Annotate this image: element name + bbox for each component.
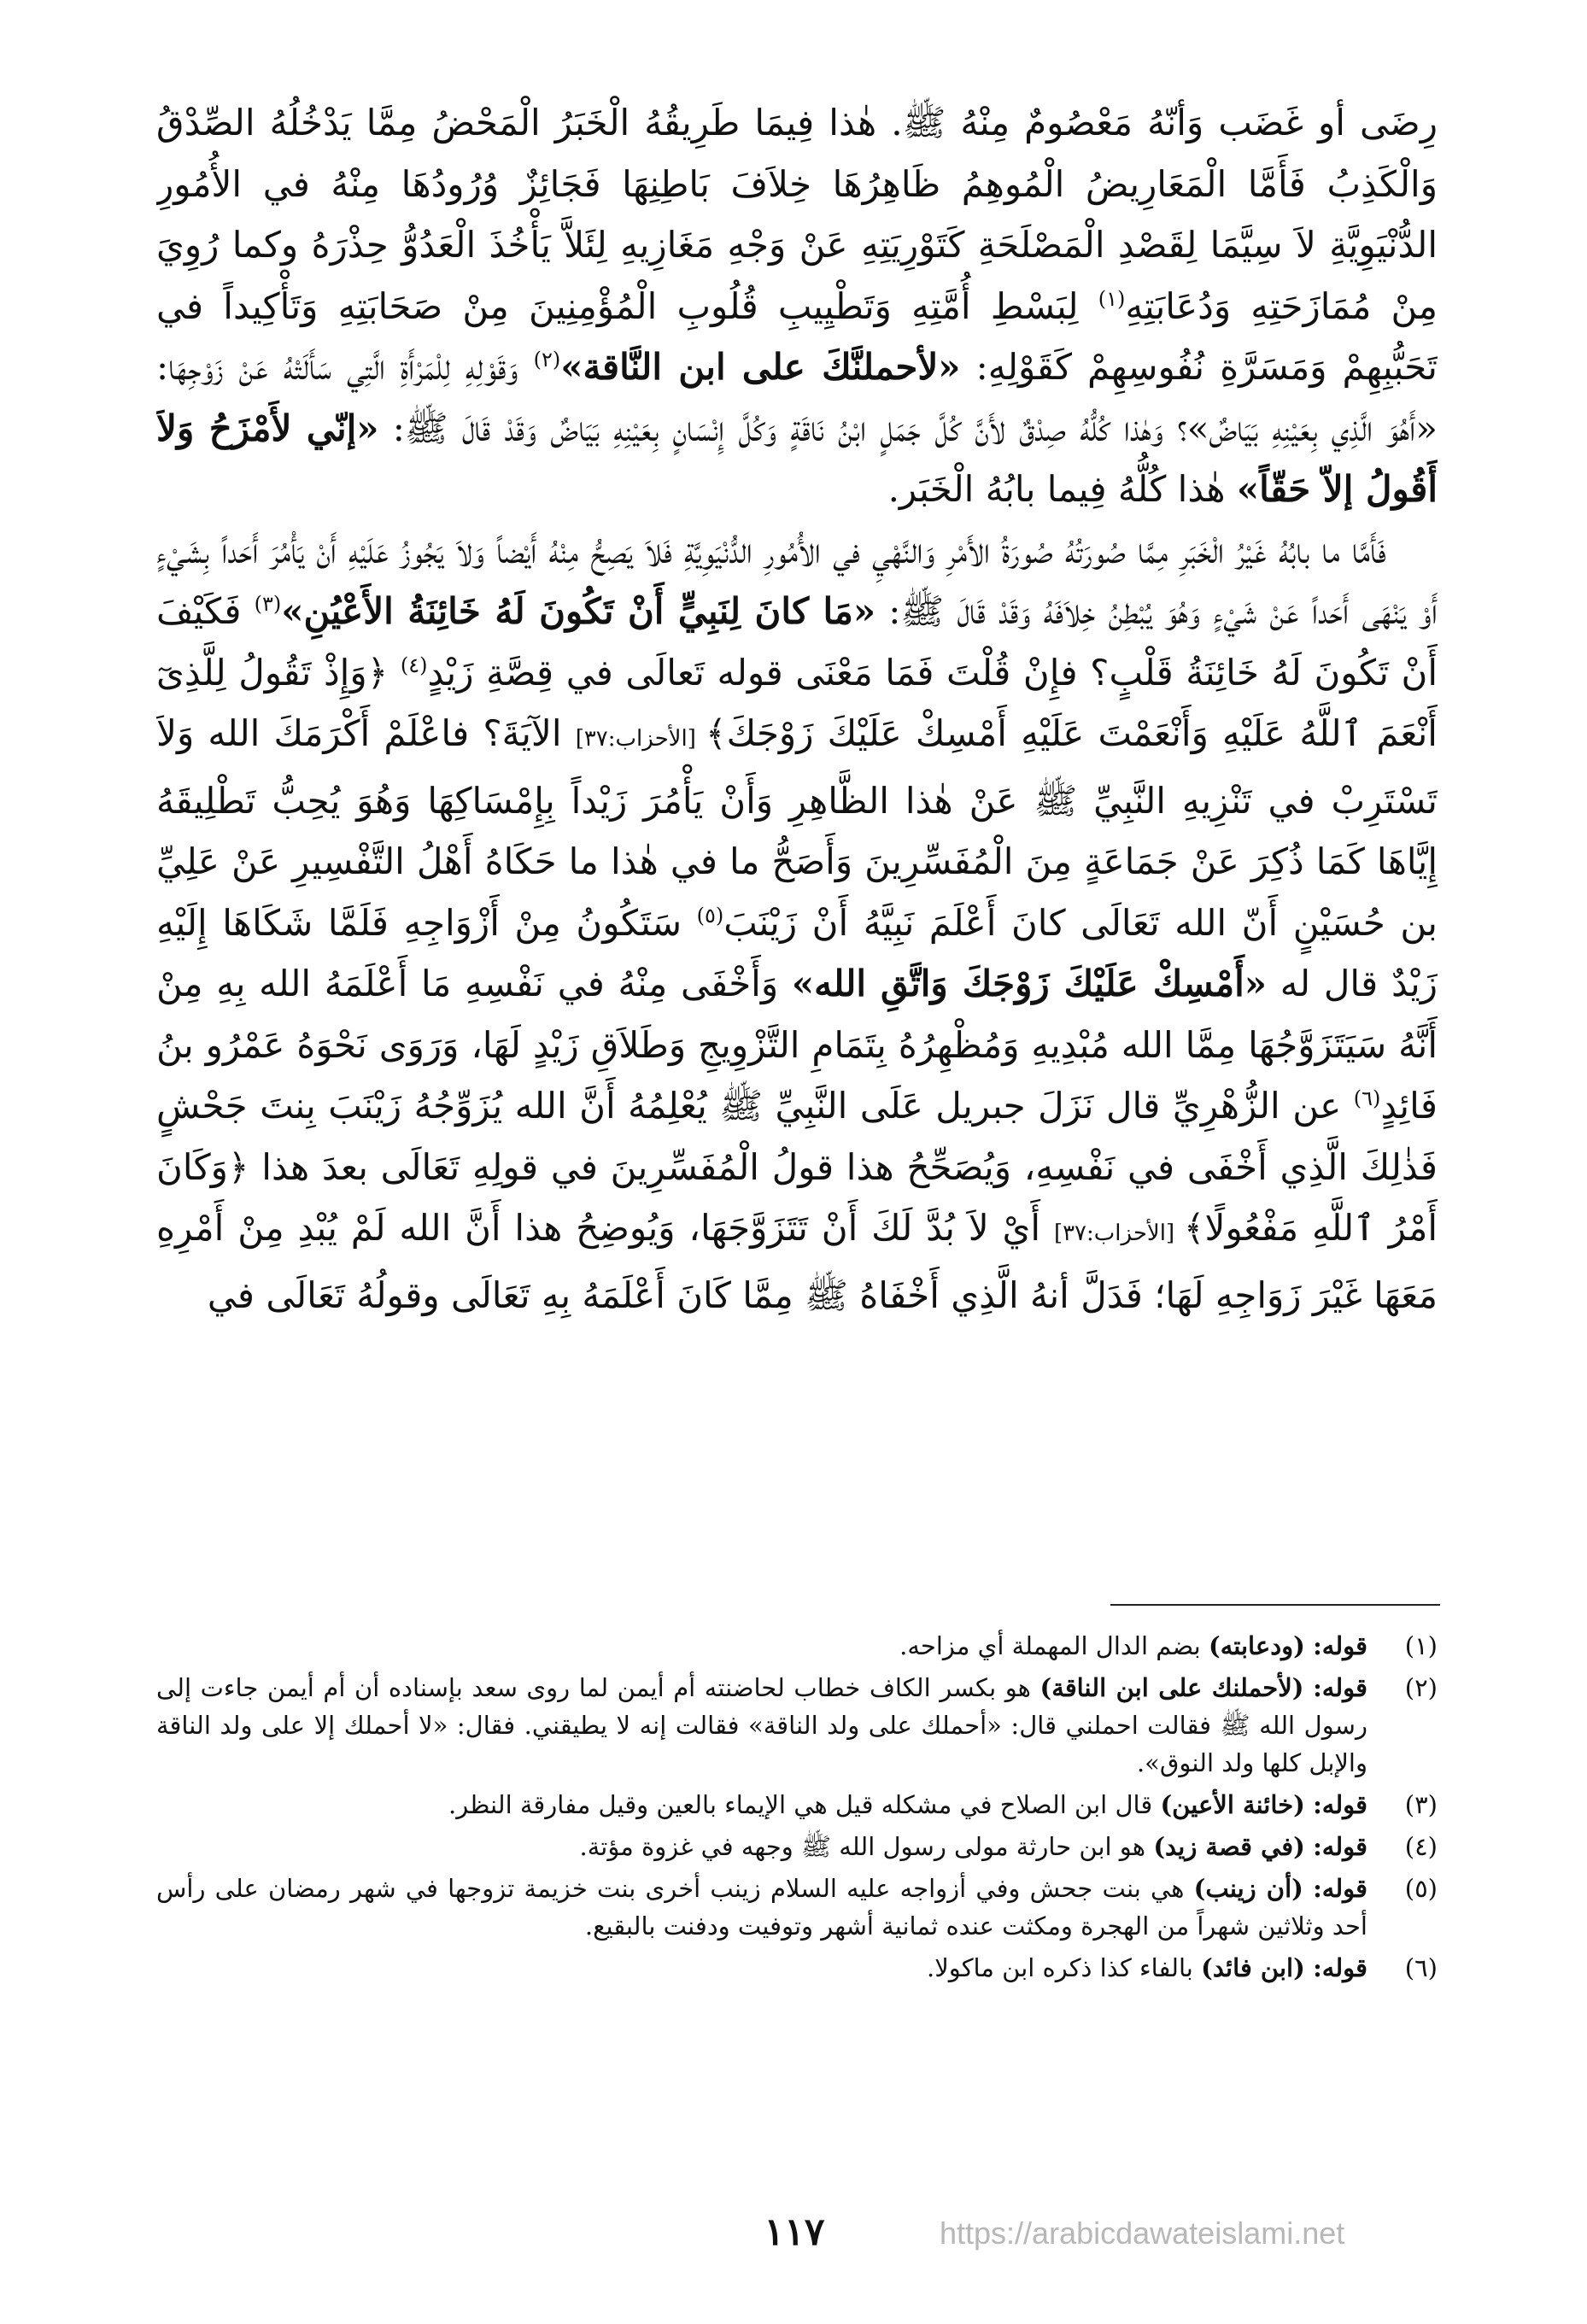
quran-verse: ﴿وَإِذْ تَقُولُ لِلَّذِىٓ أَنْعَمَ ٱللَّهُ عَلَيْهِ وَأَنْعَمْتَ عَلَيْهِ أَمْسِكْ عَلَيْكَ زَوْجَكَ﴾	[156, 651, 1438, 754]
text-run: فَأَمَّا ما بابُهُ غَيْرُ الْخَبَرِ مِمَّا صُورَتُهُ صُورَةُ الأَمْرِ وَالنَّهْيِ في الأُمُورِ الدُّنْيَوِيَّةِ فَلاَ يَصِحُّ مِنْهُ أَيْضاً وَلاَ يَجُوزُ عَلَيْهِ أَنْ يَأْمُرَ أَحَداً بِشَيْءٍ أَوْ يَنْهَى أَحَداً عَنْ شَيْءٍ وَهُوَ يُبْطِنُ خِلاَفَهُ وَقَدْ قَالَ ﷺ:	[156, 529, 1438, 632]
text-run: عن الزُّهْرِيِّ قال نَزَلَ جبريل عَلَى النَّبِيِّ ﷺ يُعْلِمُهُ أَنَّ الله يُزَوِّجُهُ زَيْنَبَ بِنتَ جَحْشٍ فَذٰلِكَ الَّذِي أَخْفَى في نَفْسِهِ، وَيُصَحِّحُ هذا قولُ الْمُفَسِّرِينَ في قولِهِ تَعَالَى بعدَ هذا	[156, 1085, 1438, 1188]
footnotes	[156, 1627, 1438, 2140]
footnote-term: (خائنة الأعين)	[1160, 1790, 1305, 1819]
text-run: لِبَسْطِ أُمَّتِهِ وَتَطْيِيبِ قُلُوبِ الْمُؤْمِنِينَ مِنْ صَحَابَتِهِ وَتَأْكِيداً في تَحَبُّبِهِمْ وَمَسَرَّةِ نُفُوسِهِمْ كَقَوْلِهِ:	[156, 284, 1438, 388]
text-run: أَيْ لاَ بُدَّ لَكَ أَنْ تَتَزَوَّجَهَا، وَيُوضِحُ هذا أَنَّ الله لَمْ يُبْدِ مِنْ أَمْرِهِ مَعَهَا غَيْرَ زَوَاجِهِ لَهَا؛ فَدَلَّ أنهُ الَّذِي أَخْفَاهُ ﷺ مِمَّا كَانَ أَعْلَمَهُ بِهِ تَعَالَى وقولُهُ تَعَالَى في	[156, 1207, 1438, 1316]
footnote-marker[interactable]: (٤)	[400, 653, 428, 677]
footnote-marker[interactable]: (٢)	[533, 348, 561, 372]
text-run: وَقَوْلِهِ لِلْمَرْأَةِ الَّتِي سَأَلَتْهُ عَنْ زَوْجِهَا: «أَهُوَ الَّذِي بِعَيْنِهِ بَيَاضٌ»؟ وَهٰذا كُلُّهُ صِدْقٌ لأَنَّ كُلَّ جَمَلٍ ابْنُ نَاقَةٍ وَكُلَّ إِنْسَانٍ بِعَيْنِهِ بَيَاضٌ وَقَدْ قَالَ ﷺ:	[156, 346, 1438, 449]
footnote-body: قال ابن الصلاح في مشكله قيل هي الإيماء بالعين وقيل مفارقة النظر.	[448, 1790, 1161, 1819]
footnote-label: قوله:	[1313, 1832, 1367, 1861]
footnote-label: قوله:	[1313, 1631, 1367, 1660]
footnote-label: قوله:	[1313, 1953, 1367, 1982]
footnote-term: (ابن فائد)	[1201, 1953, 1305, 1982]
footnote-divider	[1110, 1604, 1440, 1606]
footnote-marker[interactable]: (٥)	[696, 903, 724, 928]
footnote-text	[156, 1949, 1367, 1987]
hadith-quote: «لأحملنَّكَ على ابن النَّاقة»	[560, 346, 961, 388]
footnote-term: (لأحملنك على ابن الناقة)	[1039, 1673, 1304, 1702]
footnote-text	[156, 1669, 1367, 1782]
footnote	[156, 1828, 1438, 1865]
watermark-url: https://arabicdawateislami.net	[940, 2216, 1345, 2251]
text-run: وَأَخْفَى مِنْهُ في نَفْسِهِ مَا أَعْلَمَهُ الله بِهِ مِنْ أَنَّهُ سَيَتَزَوَّجُهَا مِمَّا الله مُبْدِيهِ وَمُظْهِرُهُ بِتَمَامِ التَّزْوِيجِ وَطَلاَقِ زَيْدٍ لَهَا، وَرَوَى نَحْوَهُ عَمْرُو بنُ فَائِدٍ	[156, 963, 1438, 1127]
footnote-label: قوله:	[1313, 1790, 1367, 1819]
footnote-number: (٥)	[1404, 1874, 1438, 1903]
footnote-marker[interactable]: (٣)	[254, 592, 282, 616]
main-text	[156, 92, 1438, 1578]
footnote-text	[156, 1786, 1367, 1823]
text-run: سَتَكُونُ مِنْ أَزْوَاجِهِ فَلَمَّا شَكَاهَا إِلَيْهِ زَيْدٌ قال له	[156, 901, 1438, 1004]
footnote-number: (٢)	[1404, 1673, 1438, 1702]
footnote-number: (٤)	[1404, 1832, 1438, 1861]
footnote-body: هو بكسر الكاف خطاب لحاضنته أم أيمن لما روى سعد بإسناده أن أم أيمن جاءت إلى رسول الله ﷺ فقالت احملني قال: «أحملك على ولد الناقة» فقالت إنه لا يطيقني. فقال: «لا أحملك إلا على ولد الناقة والإبل كلها ولد النوق».	[156, 1673, 1367, 1777]
footnote-label: قوله:	[1313, 1673, 1367, 1702]
footnote-term: (في قصة زيد)	[1153, 1832, 1305, 1861]
footnote-body: هو ابن حارثة مولى رسول الله ﷺ وجهه في غزوة مؤتة.	[579, 1832, 1154, 1861]
footnote-body: بالفاء كذا ذكره ابن ماكولا.	[926, 1953, 1202, 1982]
footnote-text	[156, 1627, 1367, 1665]
page-number: ١١٧	[764, 2210, 825, 2254]
footnote	[156, 1949, 1438, 1987]
footnote-number: (٣)	[1404, 1790, 1438, 1819]
text-run: فَكَيْفَ أَنْ تَكُونَ لَهُ خَائِنَةُ قَلْبٍ؟ فإِنْ قُلْتَ فَمَا مَعْنَى قوله تَعالَى في قِصَّةِ زَيْدٍ	[156, 590, 1438, 694]
paragraph-1	[156, 92, 1438, 520]
text-run: الآيَةَ؟ فاعْلَمْ أَكْرَمَكَ الله وَلاَ تَسْتَرِبْ في تَنْزِيهِ النَّبِيِّ ﷺ عَنْ هٰذا الظَّاهِرِ وَأَنْ يَأْمُرَ زَيْداً بِإِمْسَاكِهَا وَهُوَ يُحِبُّ تَطْلِيقَهُ إِيَّاهَا كَمَا ذُكِرَ عَنْ جَمَاعَةٍ مِنَ الْمُفَسِّرِينَ وَأَصَحُّ ما في هٰذا ما حَكَاهُ أَهْلُ التَّفْسِيرِ عَنْ عَلِيِّ بن حُسَيْنٍ أَنّ الله تَعَالَى كانَ أَعْلَمَ نَبِيَّهُ أَنْ زَيْنَبَ	[156, 712, 1438, 944]
footnote-number: (٦)	[1404, 1953, 1438, 1982]
footnote	[156, 1870, 1438, 1945]
hadith-quote: «أَمْسِكْ عَلَيْكَ زَوْجَكَ وَاتَّقِ الله»	[791, 963, 1268, 1004]
footnote-body: بضم الدال المهملة أي مزاحه.	[899, 1631, 1209, 1660]
hadith-quote: «إنّي لأَمْزَحُ وَلاَ أَقُولُ إلاّ حَقّاً»	[156, 407, 1438, 510]
footnote-term: (أن زينب)	[1193, 1874, 1303, 1903]
footnote	[156, 1627, 1438, 1665]
footnote-marker[interactable]: (٦)	[1353, 1086, 1381, 1110]
footnote	[156, 1786, 1438, 1823]
text-run: هٰذا كُلُّهُ فِيما بابُهُ الْخَبَر.	[887, 468, 1237, 510]
footnote-body: هي بنت جحش وفي أزواجه عليه السلام زينب أخرى بنت خزيمة تزوجها في شهر رمضان على رأس أحد وثلاثين شهراً من الهجرة ومكثت عنده ثمانية أشهر وتوفيت ودفنت بالبقيع.	[156, 1874, 1367, 1941]
footnote	[156, 1669, 1438, 1782]
text-run: رِضَى أو غَضَب وَأنّهُ مَعْصُومٌ مِنْهُ ﷺ. هٰذا فِيمَا طَرِيقُهُ الْخَبَرُ الْمَحْضُ مِمَّا يَدْخُلُهُ الصِّدْقُ وَالْكَذِبُ فَأَمَّا الْمَعَارِيضُ الْمُوهِمُ ظَاهِرُهَا خِلاَفَ بَاطِنِهَا فَجَائِزٌ وُرُودُهَا مِنْهُ في الأُمُورِ الدُّنْيَوِيَّةِ لاَ سِيَّمَا لِقَصْدِ الْمَصْلَحَةِ كَتَوْرِيَتِهِ عَنْ وَجْهِ مَغَازِيهِ لِئَلاَّ يَأْخُذَ الْعَدُوُّ حِذْرَهُ وكما رُوِيَ مِنْ مُمَازَحَتِهِ وَدُعَابَتِهِ	[156, 102, 1438, 327]
hadith-quote: «مَا كانَ لِنَبِيٍّ أَنْ تَكُونَ لَهُ خَائِنَةُ الأَعْيُنِ»	[281, 590, 876, 632]
quran-verse: ﴿وَكَانَ أَمْرُ ٱللَّهِ مَفْعُولًا﴾	[156, 1145, 1438, 1249]
footnote-number: (١)	[1404, 1631, 1438, 1660]
footnote-term: (ودعابته)	[1208, 1631, 1305, 1660]
footnote-text	[156, 1828, 1367, 1865]
footnote-marker[interactable]: (١)	[1098, 286, 1126, 311]
verse-reference: [الأحزاب:٣٧]	[1053, 1221, 1184, 1246]
paragraph-2	[156, 520, 1438, 1326]
footnote-text	[156, 1870, 1367, 1945]
footnote-label: قوله:	[1313, 1874, 1367, 1903]
verse-reference: [الأحزاب:٣٧]	[575, 726, 706, 752]
